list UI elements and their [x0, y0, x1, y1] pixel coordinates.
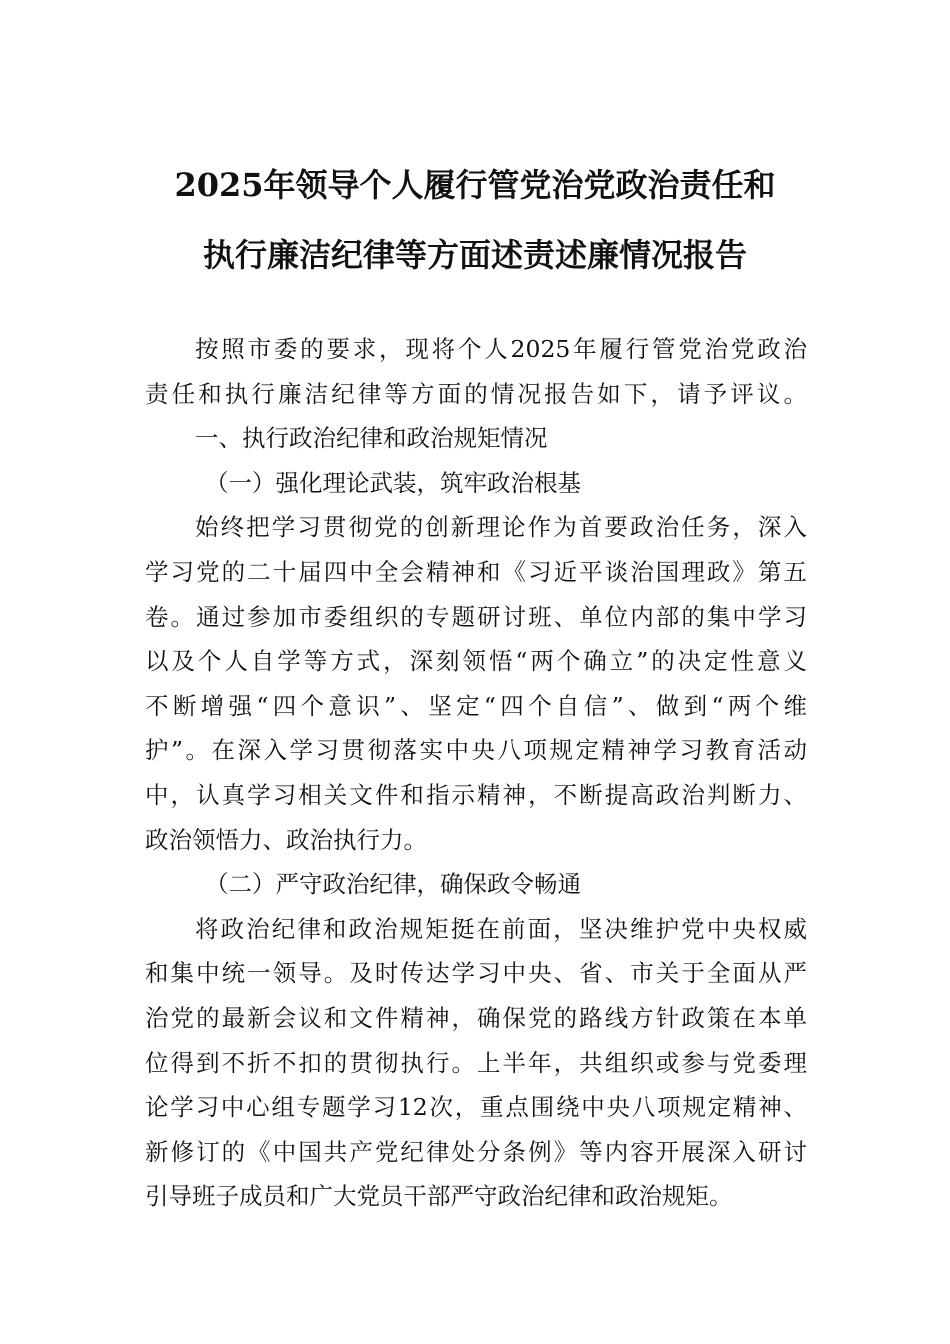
text-line: 治党的最新会议和文件精神，确保党的路线方针政策在本单 — [145, 1003, 807, 1032]
paragraph — [145, 505, 807, 862]
text-line: 政治领悟力、政治执行力。 — [145, 825, 427, 854]
title-line-1: 2025年领导个人履行管党治党政治责任和 — [174, 166, 776, 204]
intro-paragraph — [145, 327, 807, 416]
subsection-heading: （二）严守政治纪律，确保政令畅通 — [205, 870, 581, 899]
text-line: 不断增强“四个意识”、坚定“四个自信”、做到“两个维 — [145, 691, 807, 720]
subsection-heading: （一）强化理论武装，筑牢政治根基 — [205, 468, 581, 497]
text-line: 责任和执行廉洁纪律等方面的情况报告如下，请予评议。 — [145, 379, 807, 408]
text-line: 引导班子成员和广大党员干部严守政治纪律和政治规矩。 — [145, 1182, 733, 1211]
text-line: 护”。在深入学习贯彻落实中央八项规定精神学习教育活动 — [145, 736, 807, 765]
text-line: 始终把学习贯彻党的创新理论作为首要政治任务，深入 — [195, 513, 807, 542]
text-line: 按照市委的要求，现将个人2025年履行管党治党政治 — [195, 335, 807, 363]
document-title — [0, 150, 950, 290]
document-body — [145, 327, 807, 1219]
title-line-2: 执行廉洁纪律等方面述责述廉情况报告 — [202, 236, 747, 274]
text-line: 新修订的《中国共产党纪律处分条例》等内容开展深入研讨 — [145, 1137, 807, 1166]
text-line: 学习党的二十届四中全会精神和《习近平谈治国理政》第五 — [145, 557, 807, 586]
text-line: 以及个人自学等方式，深刻领悟“两个确立”的决定性意义 — [145, 647, 807, 676]
section-heading: 一、执行政治纪律和政治规矩情况 — [195, 424, 548, 453]
text-line: 和集中统一领导。及时传达学习中央、省、市关于全面从严 — [145, 959, 807, 988]
text-line: 位得到不折不扣的贯彻执行。上半年，共组织或参与党委理 — [145, 1048, 807, 1077]
text-line: 论学习中心组专题学习12次，重点围绕中央八项规定精神、 — [145, 1093, 807, 1122]
text-line: 卷。通过参加市委组织的专题研讨班、单位内部的集中学习 — [145, 602, 807, 631]
paragraph — [145, 907, 807, 1219]
text-line: 中，认真学习相关文件和指示精神，不断提高政治判断力、 — [145, 780, 807, 809]
text-line: 将政治纪律和政治规矩挺在前面，坚决维护党中央权威 — [195, 914, 807, 943]
